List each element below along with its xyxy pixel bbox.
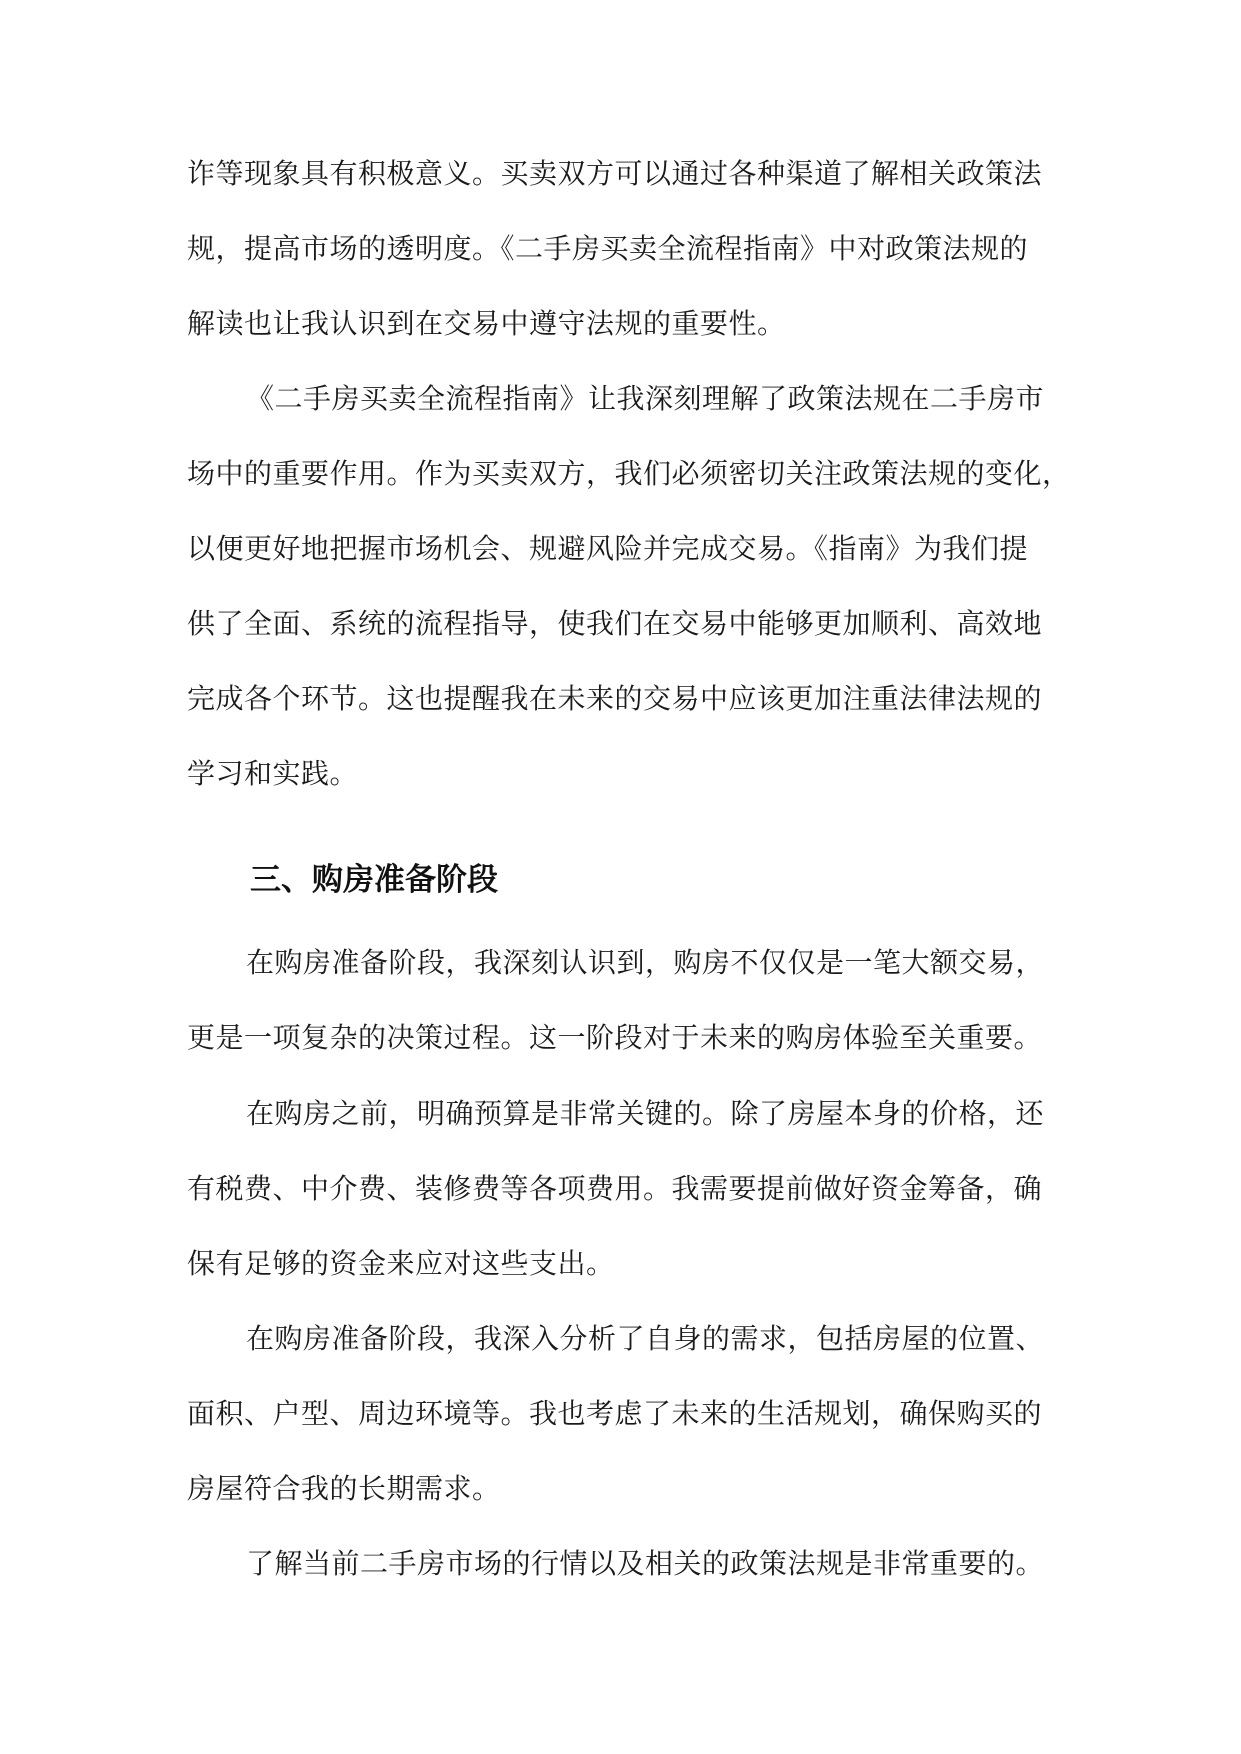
paragraph-line: 保有足够的资金来应对这些支出。 bbox=[187, 1247, 615, 1280]
paragraph-line: 更是一项复杂的决策过程。这一阶段对于未来的购房体验至关重要。 bbox=[187, 1021, 1043, 1054]
paragraph-line: 在购房之前，明确预算是非常关键的。除了房屋本身的价格，还 bbox=[246, 1097, 1045, 1130]
paragraph-line: 在购房准备阶段，我深入分析了自身的需求，包括房屋的位置、 bbox=[246, 1322, 1045, 1355]
paragraph-line: 学习和实践。 bbox=[187, 757, 359, 790]
paragraph-line: 诈等现象具有积极意义。买卖双方可以通过各种渠道了解相关政策法 bbox=[187, 157, 1043, 190]
paragraph-line: 《二手房买卖全流程指南》让我深刻理解了政策法规在二手房市 bbox=[246, 382, 1045, 415]
paragraph-line: 规，提高市场的透明度。《二手房买卖全流程指南》中对政策法规的 bbox=[187, 232, 1029, 265]
paragraph-line: 有税费、中介费、装修费等各项费用。我需要提前做好资金筹备，确 bbox=[187, 1172, 1043, 1205]
section-heading: 三、购房准备阶段 bbox=[250, 862, 498, 898]
paragraph-line: 以便更好地把握市场机会、规避风险并完成交易。《指南》为我们提 bbox=[187, 532, 1029, 565]
paragraph-line: 解读也让我认识到在交易中遵守法规的重要性。 bbox=[187, 307, 786, 340]
paragraph-line: 了解当前二手房市场的行情以及相关的政策法规是非常重要的。 bbox=[246, 1547, 1045, 1580]
paragraph-line: 场中的重要作用。作为买卖双方，我们必须密切关注政策法规的变化， bbox=[187, 457, 1071, 490]
paragraph-line: 面积、户型、周边环境等。我也考虑了未来的生活规划，确保购买的 bbox=[187, 1397, 1043, 1430]
paragraph-line: 在购房准备阶段，我深刻认识到，购房不仅仅是一笔大额交易， bbox=[246, 946, 1045, 979]
paragraph-line: 房屋符合我的长期需求。 bbox=[187, 1472, 501, 1505]
paragraph-line: 供了全面、系统的流程指导，使我们在交易中能够更加顺利、高效地 bbox=[187, 607, 1043, 640]
paragraph-line: 完成各个环节。这也提醒我在未来的交易中应该更加注重法律法规的 bbox=[187, 682, 1043, 715]
